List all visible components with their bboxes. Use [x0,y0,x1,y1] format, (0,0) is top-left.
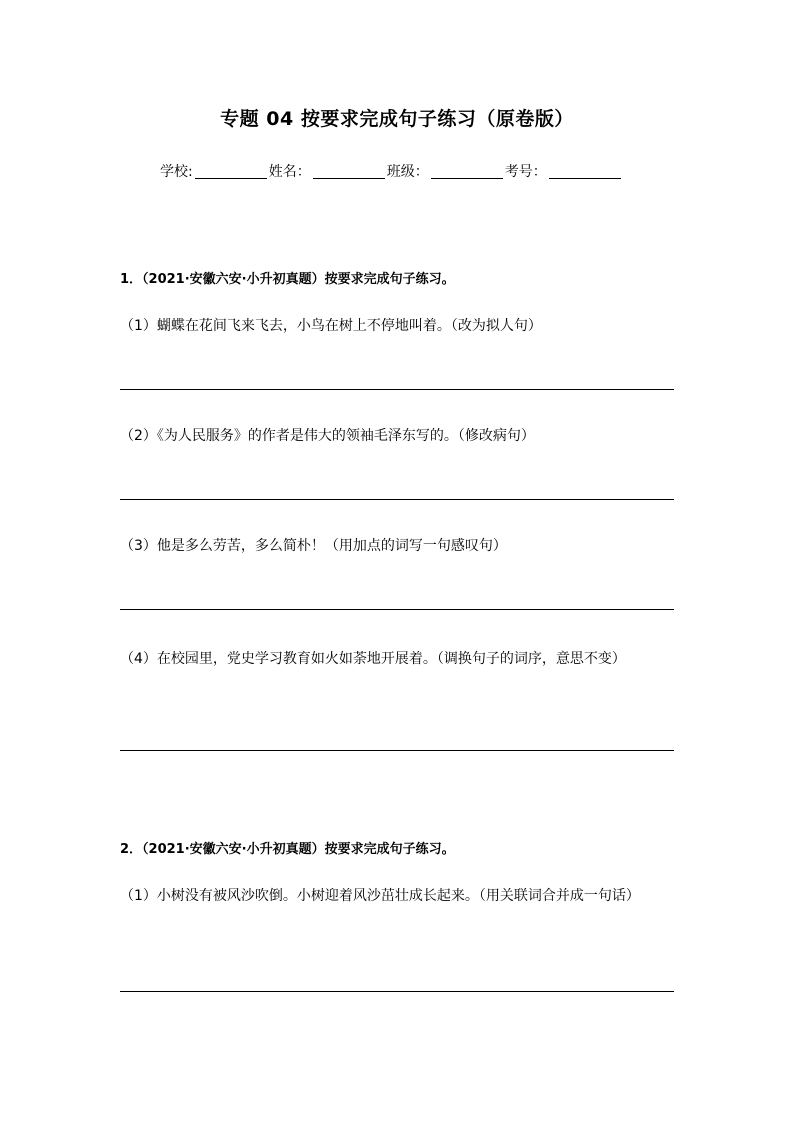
exam-number-label: 考号： [504,164,547,180]
school-blank[interactable] [195,164,267,179]
question-1-item-3: （3）他是多么劳苦，多么简朴！（用加点的词写一句感叹句） [120,538,507,554]
student-info-row [160,161,660,181]
question-1-item-2: （2）《为人民服务》的作者是伟大的领袖毛泽东写的。（修改病句） [120,428,535,444]
exam-number-blank[interactable] [549,164,621,179]
question-2-heading: 2．（2021·安徽六安·小升初真题）按要求完成句子练习。 [120,842,455,857]
answer-line[interactable] [120,991,674,992]
class-label: 班级： [386,164,429,180]
name-label: 姓名： [268,164,311,180]
class-blank[interactable] [431,164,503,179]
question-1-item-4: （4）在校园里，党史学习教育如火如荼地开展着。（调换句子的词序，意思不变） [120,651,626,667]
question-1-heading: 1．（2021·安徽六安·小升初真题）按要求完成句子练习。 [120,272,455,287]
answer-line[interactable] [120,499,674,500]
page-title: 专题 04 按要求完成句子练习（原卷版） [220,108,574,130]
question-2-item-1: （1）小树没有被风沙吹倒。小树迎着风沙茁壮成长起来。（用关联词合并成一句话） [120,888,640,904]
answer-line[interactable] [120,389,674,390]
question-1-item-1: （1）蝴蝶在花间飞来飞去，小鸟在树上不停地叫着。（改为拟人句） [120,318,542,334]
answer-line[interactable] [120,750,674,751]
answer-line[interactable] [120,609,674,610]
name-blank[interactable] [313,164,385,179]
school-label: 学校: [160,164,193,180]
